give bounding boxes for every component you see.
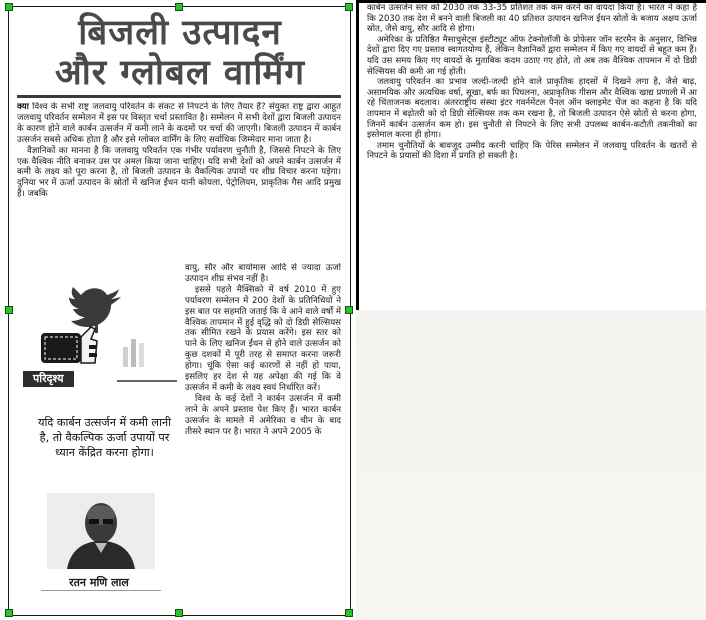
section-label: परिदृश्य (23, 371, 74, 387)
author-underline (41, 590, 161, 591)
resize-handle-middle-left[interactable] (5, 306, 13, 314)
left-article-clipping[interactable] (8, 6, 351, 616)
resize-handle-bottom-left[interactable] (5, 609, 13, 617)
author-photo (47, 493, 155, 569)
resize-handle-bottom-right[interactable] (345, 609, 353, 617)
empty-background (356, 310, 706, 620)
headline-line-2: और ग्लोबल वार्मिंग (54, 53, 306, 93)
resize-handle-top-left[interactable] (5, 3, 13, 11)
article-intro (17, 102, 341, 262)
resize-handle-bottom-center[interactable] (175, 609, 183, 617)
right-paragraph-3: जलवायु परिवर्तन का प्रभाव जल्दी-जल्दी होने वाले प्राकृतिक हादसों में दिखने लगा है, जैसे बाढ़, असामयिक और अत्यधिक वर्षा, सूखा, बर्फ का पिघलना, अप्राकृतिक गीसम और वैश्विक खाद्य प्रणाली में आ रहे चिंताजनक बदलाव। अंतरराष्ट्रीय संस्था इंटर गवर्नमेंटल पैनल ऑन क्लाइमेट चेंज का कहना है कि यदि तापमान में बढ़ोतरी को दो डिग्री सेल्सियस तक कम रखना है, तो बिजली उत्पादन ऐसे स्रोतों से करना होगा, जिनमें कार्बन उत्सर्जन कम हो। इस चुनौती से निपटने के लिए सभी उपलब्ध कार्बन-कटौती तकनीकों का इस्तेमाल करना ही होगा। (367, 77, 697, 141)
headline (19, 13, 341, 93)
resize-handle-top-right[interactable] (345, 3, 353, 11)
headline-line-1: बिजली उत्पादन (78, 13, 282, 53)
section-label-line (117, 380, 177, 382)
right-paragraph-2: अमेरिका के प्रतिष्ठित मैसाचुसेट्स इंस्टीट्यूट ऑफ टेक्नोलॉजी के प्रोफेसर जॉन स्टरमैन के अनुसार, विभिन्न देशों द्वारा दिए गए प्रस्ताव स्वागतयोग्य हैं, लेकिन वैज्ञानिकों द्वारा सम्मेलन में किए गए वायदों से बहुत कम हैं। यदि उस समय किए गए वायदों के मुताबिक कदम उठाए गए होते, तो अब तक वैश्विक तापमान में दो डिग्री सेल्सियस की कमी आ गई होती। (367, 34, 697, 77)
paragraph-1 (17, 102, 341, 146)
section-label-bar (17, 371, 177, 387)
headline-rule (17, 95, 341, 98)
column-2-paragraph-2: इससे पहले मैक्सिको में वर्ष 2010 में हुए पर्यावरण सम्मेलन में 200 देशों के प्रतिनिधियों ने इस बात पर सहमति जताई कि वे आने वाले वर्षों में वैश्विक तापमान में हुई वृद्धि को दो डिग्री सेल्सियस तक सीमित रखने के प्रयास करेंगे। इस स्तर को पाने के लिए खनिज ईंधन से होने वाले उत्सर्जन को कुछ दशकों में पूरी तरह से समाप्त करना जरूरी होगा। चूंकि ऐसा कई कारणों से नहीं हो पाया, इसलिए हर देश से यह अपेक्षा की गई कि वे उत्सर्जन में कमी के लक्ष्य स्वयं निर्धारित करें। (185, 284, 341, 393)
sidebar (17, 275, 179, 613)
author-portrait-icon (47, 493, 155, 569)
twitter-graphic (31, 283, 181, 367)
right-article-clipping[interactable] (356, 0, 706, 316)
pull-quote: यदि कार्बन उत्सर्जन में कमी लानी है, तो वैकल्पिक ऊर्जा उपायों पर ध्यान केंद्रित करना होगा। (37, 416, 172, 459)
paragraph-2: वैज्ञानिकों का मानना है कि जलवायु परिवर्तन एक गंभीर पर्यावरण चुनौती है, जिससे निपटने के लिए एक वैश्विक नीति बनाकर उस पर अमल किया जाना चाहिए। यदि सभी देशों को अपने कार्बन उत्सर्जन में कमी के लक्ष्य को पूरा करना है, तो बिजली उत्पादन के वैकल्पिक उपायों पर शीघ्र विचार करना पड़ेगा। दुनिया भर में ऊर्जा उत्पादन के स्रोतों में खनिज ईंधन यानी कोयला, पेट्रोलियम, प्राकृतिक गैस आदि प्रमुख हैं। जबकि (17, 145, 341, 200)
thumbs-up-icon (39, 323, 99, 367)
right-article-text (367, 3, 697, 309)
column-2-paragraph-1: वायु, सौर और बायोमास आदि से ज्यादा ऊर्जा उत्पादन शीघ्र संभव नहीं है। (185, 263, 341, 284)
right-paragraph-1: कार्बन उत्सर्जन स्तर को 2030 तक 33-35 प्रतिशत तक कम करने का वायदा किया है। भारत ने कहा है कि 2030 तक देश में बनने वाली बिजली का 40 प्रतिशत उत्पादन खनिज ईंधन स्रोतों के बजाय अक्षय ऊर्जा स्रोत, जैसे वायु, सौर आदि से होगा। (367, 3, 697, 35)
lead-word: क्या (17, 102, 29, 112)
paragraph-1-text: विश्व के सभी राष्ट्र जलवायु परिवर्तन के संकट से निपटने के लिए तैयार हैं? संयुक्त राष्ट्र द्वारा आहूत जलवायु परिवर्तन सम्मेलन में इस पर विस्तृत चर्चा प्रस्तावित है। सम्मेलन में सभी देशों द्वारा बिजली उत्पादन के कारण होने वाले कार्बन उत्सर्जन में कमी लाने के कदमों पर चर्चा की जाएगी। बिजली उत्पादन में कार्बन उत्सर्जन सबसे अधिक होता है और इसे ग्लोबल वार्मिंग के लिए सर्वाधिक जिम्मेदार माना जाता है। (17, 102, 341, 145)
right-paragraph-4: तमाम चुनौतियों के बावजूद उम्मीद करनी चाहिए कि पेरिस सम्मेलन में जलवायु परिवर्तन के खतरों से निपटने के प्रयासों की दिशा में प्रगति हो सकती है। (367, 140, 697, 162)
article-column-2 (185, 263, 341, 613)
bar-chart-icon (121, 329, 161, 367)
column-2-paragraph-3: विश्व के कई देशों ने कार्बन उत्सर्जन में कमी लाने के अपने प्रस्ताव पेश किए हैं। भारत कार्बन उत्सर्जन के मामले में अमेरिका व चीन के बाद तीसरे स्थान पर है। भारत ने अपने 2005 के (185, 393, 341, 437)
author-name: रतन मणि लाल (69, 576, 129, 589)
resize-handle-middle-right[interactable] (345, 306, 353, 314)
resize-handle-top-center[interactable] (175, 3, 183, 11)
